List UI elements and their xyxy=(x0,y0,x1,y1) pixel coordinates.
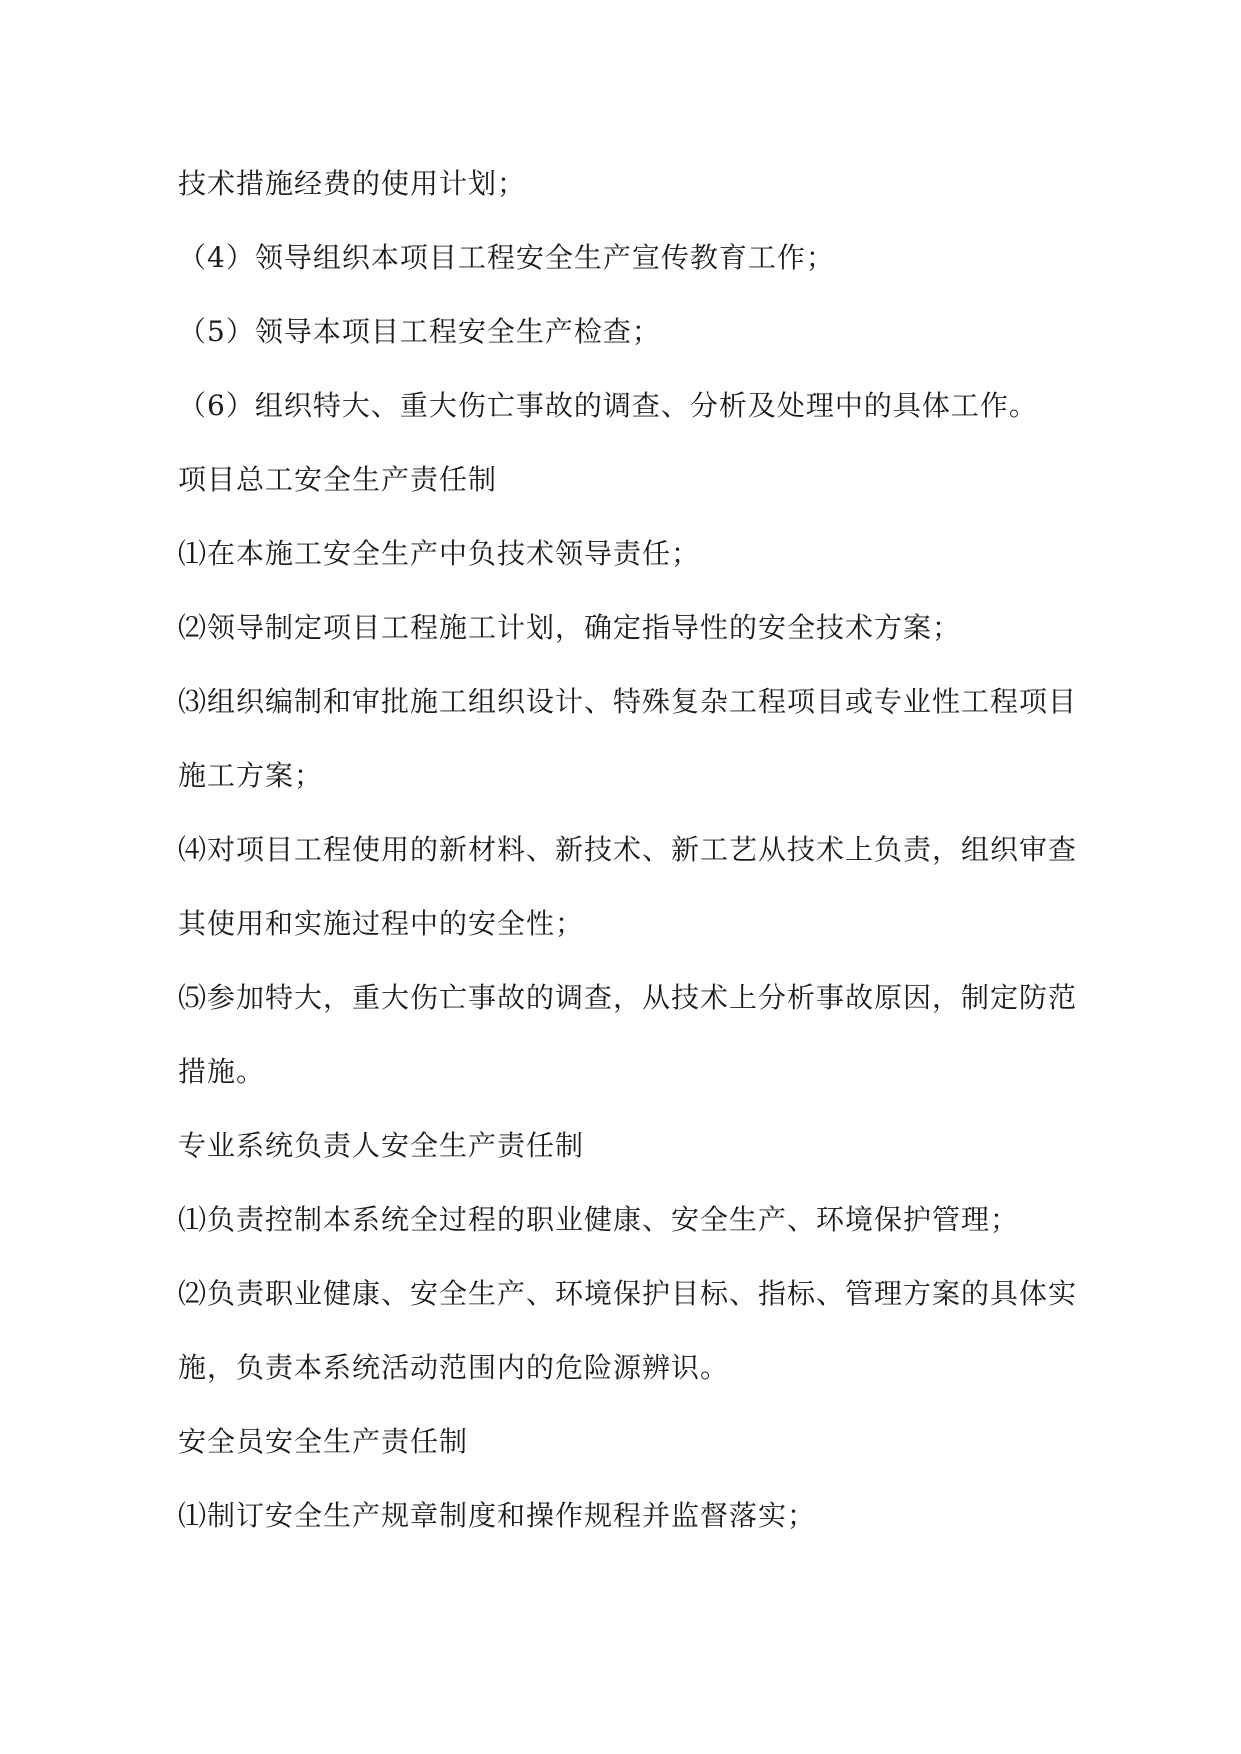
text-line: 施工方案； xyxy=(178,759,324,792)
text-line: ⑸参加特大，重大伤亡事故的调查，从技术上分析事故原因，制定防范 xyxy=(178,981,1078,1014)
text-line: 措施。 xyxy=(178,1055,266,1088)
section-heading: 项目总工安全生产责任制 xyxy=(178,463,498,496)
text-line: ⑵领导制定项目工程施工计划，确定指导性的安全技术方案； xyxy=(178,611,962,644)
text-line: 施，负责本系统活动范围内的危险源辨识。 xyxy=(178,1351,730,1384)
text-line: （5）领导本项目工程安全生产检查； xyxy=(178,315,661,348)
section-heading: 安全员安全生产责任制 xyxy=(178,1425,469,1458)
text-line: ⑷对项目工程使用的新材料、新技术、新工艺从技术上负责，组织审查 xyxy=(178,833,1078,866)
text-line: 技术措施经费的使用计划； xyxy=(178,167,527,200)
text-line: ⑶组织编制和审批施工组织设计、特殊复杂工程项目或专业性工程项目 xyxy=(178,685,1078,718)
text-line: ⑵负责职业健康、安全生产、环境保护目标、指标、管理方案的具体实 xyxy=(178,1277,1078,1310)
text-line: 其使用和实施过程中的安全性； xyxy=(178,907,585,940)
section-heading: 专业系统负责人安全生产责任制 xyxy=(178,1129,585,1162)
document-body xyxy=(178,160,1098,1566)
text-line: ⑴在本施工安全生产中负技术领导责任； xyxy=(178,537,701,570)
text-line: ⑴负责控制本系统全过程的职业健康、安全生产、环境保护管理； xyxy=(178,1203,1020,1236)
text-line: （4）领导组织本项目工程安全生产宣传教育工作； xyxy=(178,241,835,274)
text-line: （6）组织特大、重大伤亡事故的调查、分析及处理中的具体工作。 xyxy=(178,389,1038,422)
text-line: ⑴制订安全生产规章制度和操作规程并监督落实； xyxy=(178,1499,817,1532)
